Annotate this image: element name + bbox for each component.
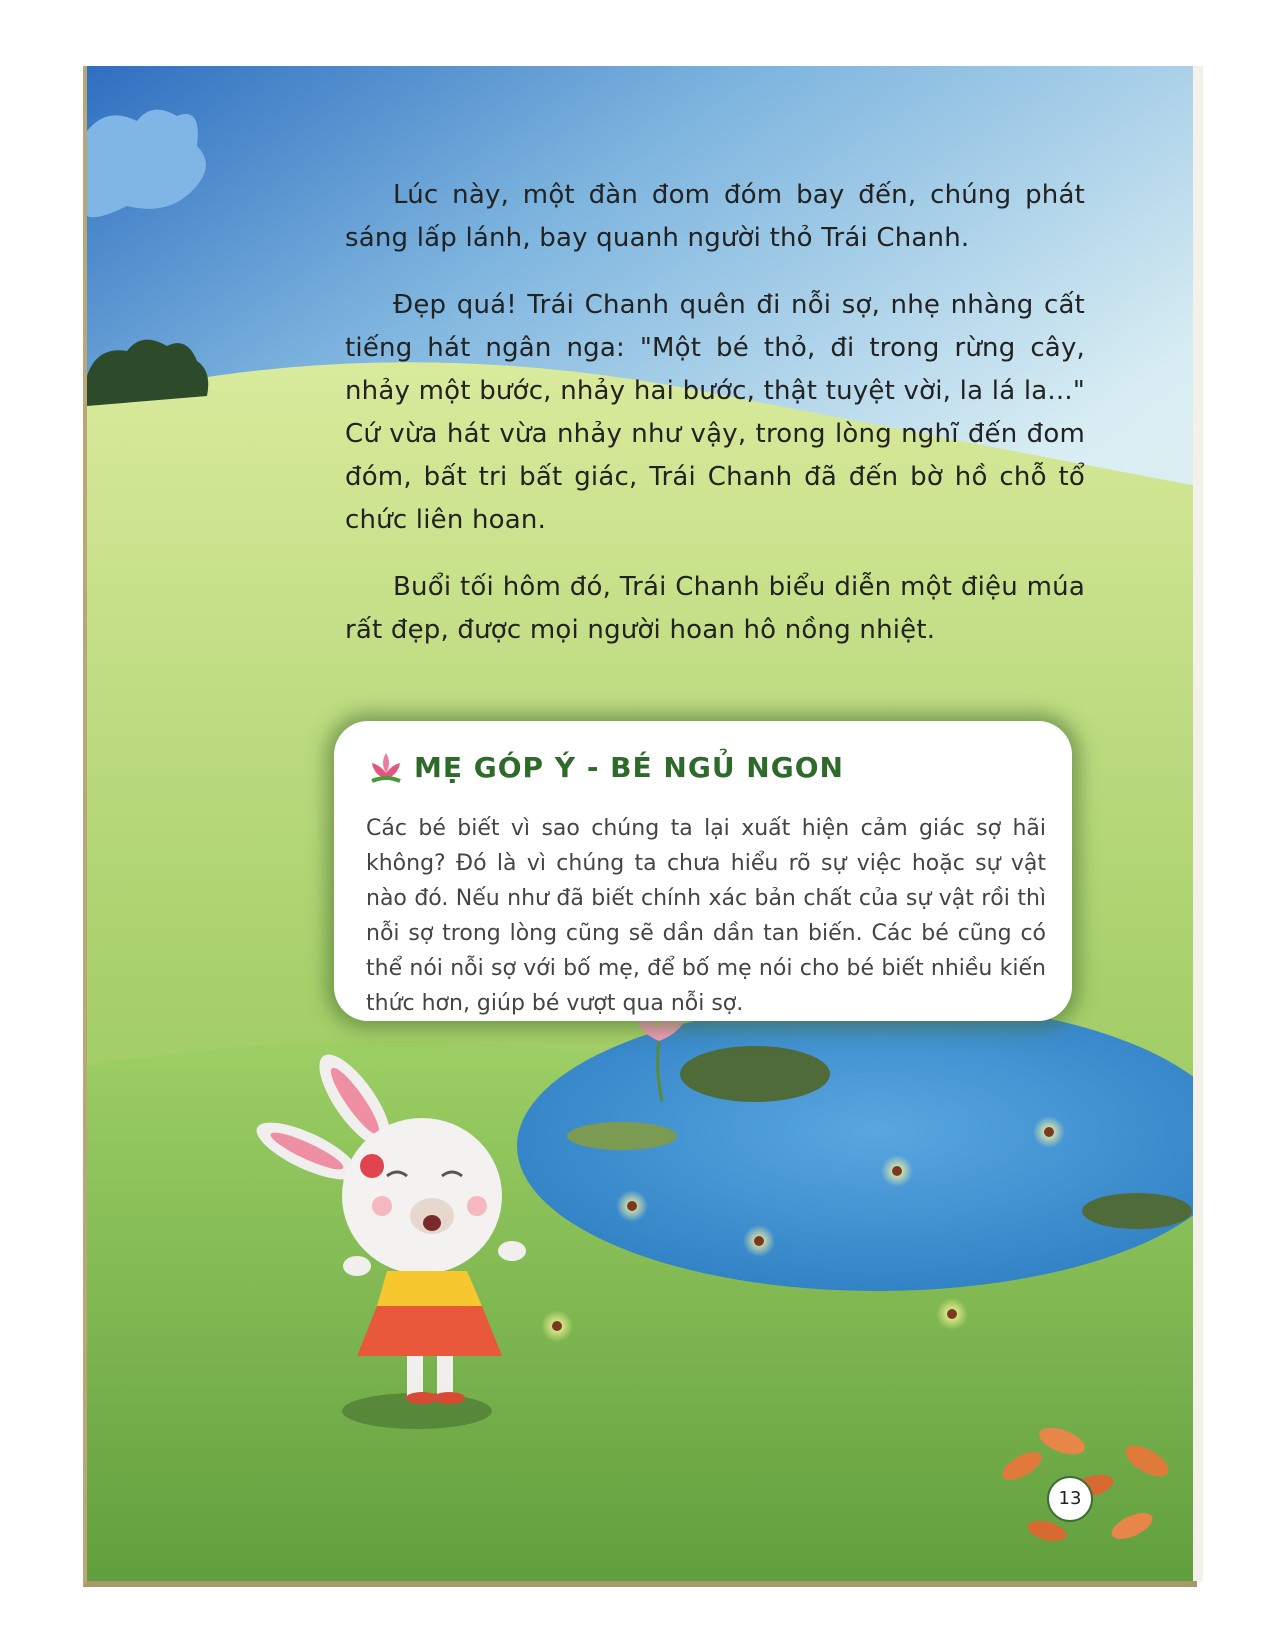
lily-pad (567, 1122, 677, 1150)
lily-pad (680, 1046, 830, 1102)
story-text (345, 174, 1085, 676)
lily-pad (1082, 1193, 1192, 1229)
tip-text: Các bé biết vì sao chúng ta lại xuất hiện cảm giác sợ hãi không? Đó là vì chúng ta chưa hiểu rõ sự việc hoặc sự vật nào đó. Nếu như đã biết chính xác bản chất của sự vật rồi thì nỗi sợ trong lòng cũng sẽ dần dần tan biến. Các bé cũng có thể nói nỗi sợ với bố mẹ, để bố mẹ nói cho bé biết nhiều kiến thức hơn, giúp bé vượt qua nỗi sợ. (366, 816, 1046, 1016)
lotus-icon (366, 749, 406, 785)
page-edge (1193, 66, 1203, 1581)
tip-title: MẸ GÓP Ý - BÉ NGỦ NGON (414, 751, 844, 784)
story-paragraph: Buổi tối hôm đó, Trái Chanh biểu diễn một điệu múa rất đẹp, được mọi người hoan hô nồng nhiệt. (345, 572, 1085, 645)
page-number: 13 (1047, 1476, 1093, 1522)
tip-box (334, 721, 1072, 1021)
book-page (83, 66, 1197, 1587)
story-paragraph: Đẹp quá! Trái Chanh quên đi nỗi sợ, nhẹ nhàng cất tiếng hát ngân nga: "Một bé thỏ, đi trong rừng cây, nhảy một bước, nhảy hai bước, thật tuyệt vời, la lá la..." Cứ vừa hát vừa nhảy như vậy, trong lòng nghĩ đến đom đóm, bất tri bất giác, Trái Chanh đã đến bờ hồ chỗ tổ chức liên hoan. (345, 290, 1085, 535)
story-paragraph: Lúc này, một đàn đom đóm bay đến, chúng phát sáng lấp lánh, bay quanh người thỏ Trái Chanh. (345, 180, 1085, 253)
